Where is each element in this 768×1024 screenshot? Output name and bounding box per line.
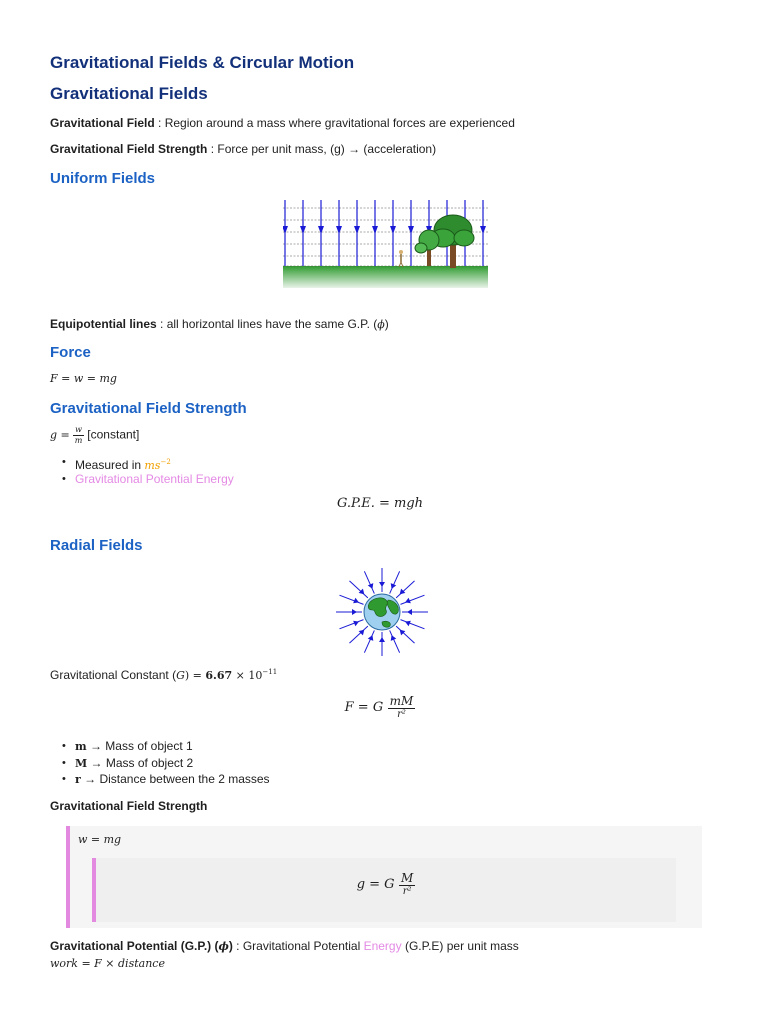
person-icon [399,250,403,267]
radial-field-line [396,581,414,598]
list-item [50,471,234,488]
fraction-numerator: M [401,871,414,885]
term: Gravitational Potential (G.P.) ( [50,939,219,953]
field-strength-bullets [50,454,234,487]
definition-text: : Gravitational Potential [232,939,364,953]
gpe-formula: G.P.E. = mgh [336,496,424,511]
earth-icon [364,594,400,630]
list-item [50,771,270,788]
nested-callout [92,858,676,922]
arrow-head [480,226,486,234]
definition-text: : all horizontal lines have the same G.P. ( [156,317,378,331]
uniform-field-diagram [283,200,488,288]
variable-text: → Mass of object 1 [86,739,193,753]
callout-block [66,826,702,928]
radial-field-line [400,595,424,604]
equipotential-definition [50,317,389,331]
constant-exponent: −11 [262,668,278,676]
constant-symbol: G [176,669,185,682]
document-title: Gravitational Fields & Circular Motion [50,53,355,72]
radial-field-line [349,581,367,598]
w-over-m-fraction [73,426,84,445]
arrow-head [318,226,324,234]
fraction-numerator: w [75,425,82,434]
arrow-head [372,226,378,234]
constant-label: Gravitational Constant ( [50,668,177,682]
radial-field-line [390,571,400,593]
fraction-numerator: mM [389,694,414,708]
constant-note: [constant] [83,427,140,442]
radial-field-line [364,571,374,593]
arrow-head [379,582,385,587]
radial-field-line [349,626,367,643]
radial-field-line [340,620,364,629]
radial-field-line [340,595,364,604]
heading-field-strength-bold: Gravitational Field Strength [50,799,208,813]
arrow-head [407,609,412,615]
g-lhs: g = [50,428,70,442]
unit-ms: ms [144,459,161,472]
close-paren: ) [384,317,389,331]
definition-gravitational-field [50,116,515,130]
radial-field-diagram [330,566,434,658]
M-over-r2-fraction [399,872,415,897]
g-definition [50,426,139,445]
variable-text: → Distance between the 2 masses [80,772,270,786]
term: Equipotential lines [50,317,157,331]
bullet-text: Measured in [75,458,145,472]
unit-exponent: −2 [160,458,171,466]
definition-field-strength [50,142,436,156]
constant-value: 6.67 [205,669,233,682]
variable-symbol: m [75,740,87,753]
heading-force: Force [50,344,91,361]
fraction-denominator: m [74,436,83,445]
arrow-head [354,226,360,234]
arrow-head [352,609,357,615]
mM-over-r2-fraction [388,695,416,720]
radial-field-line [390,630,400,652]
grass-ground [283,266,488,288]
radial-field-line [396,626,414,643]
definition-text: (G.P.E) per unit mass [401,939,519,953]
variable-text: → Mass of object 2 [87,755,194,770]
heading-uniform-fields: Uniform Fields [50,170,156,187]
definition-text: : Region around a mass where gravitational forces are experienced [154,116,515,130]
formula-lhs: F = G [344,700,384,715]
arrow-head [408,226,414,234]
force-formula: F = w = mg [50,372,117,385]
gpe-link[interactable]: Gravitational Potential Energy [75,471,234,486]
term-close: ) [228,939,233,953]
constant-times: × 10 [232,669,263,682]
term: Gravitational Field [50,116,155,130]
variable-symbol: r [75,773,81,786]
heading-gravitational-field-strength: Gravitational Field Strength [50,400,247,417]
arrow-head [390,226,396,234]
arrow-head [300,226,306,234]
gravitational-constant [50,668,277,682]
list-item [50,755,270,772]
term: Gravitational Field Strength [50,142,208,156]
constant-eq: ) = [184,669,206,682]
phi-symbol: ϕ [377,318,385,331]
variable-definitions [50,738,270,788]
energy-link[interactable]: Energy [363,939,402,953]
work-formula: work = F × distance [50,957,165,970]
phi-symbol: ϕ [218,940,229,953]
radial-field-line [400,620,424,629]
arrow-head [379,637,385,642]
radial-field-line [364,630,374,652]
list-item [50,454,234,471]
newton-gravitation-formula [50,695,710,720]
heading-radial-fields: Radial Fields [50,537,143,554]
callout-formula: w = mg [78,833,122,846]
heading-gravitational-fields: Gravitational Fields [50,84,208,103]
formula-lhs: g = G [356,877,395,892]
fraction-denominator: r² [402,886,412,897]
g-equals-GM-over-r2 [96,872,676,897]
gravitational-potential-definition [50,939,519,953]
fraction-denominator: r² [397,709,406,720]
variable-symbol: M [75,756,88,770]
definition-text: : Force per unit mass, (g) → (acceleration) [207,142,437,156]
list-item [50,738,270,755]
arrow-head [336,226,342,234]
